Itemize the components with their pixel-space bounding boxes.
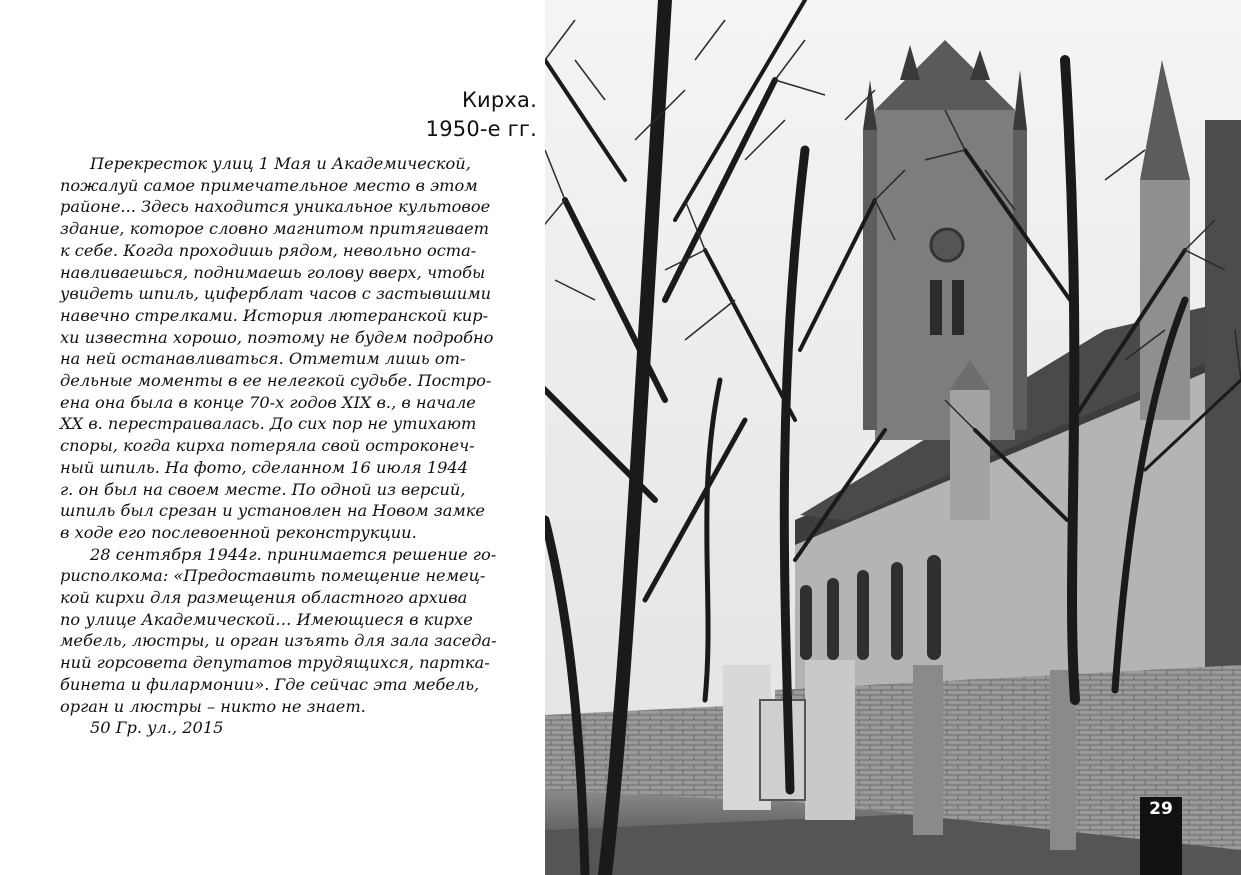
body-line: 28 сентября 1944г. принимается решение го- (90, 544, 497, 564)
body-line: шпиль был срезан и установлен на Новом замке (60, 501, 486, 521)
body-line: увидеть шпиль, циферблат часов с застывшими (60, 284, 492, 304)
body-line: по улице Академической… Имеющиеся в кирхе (60, 609, 473, 629)
body-line: навечно стрелками. История лютеранской кир- (60, 305, 489, 325)
church-photo (545, 0, 1241, 875)
body-line: г. он был на своем месте. По одной из версий, (60, 479, 466, 499)
title-line-2: 1950-е гг. (425, 117, 537, 141)
body-line: на ней останавливаться. Отметим лишь от- (60, 349, 466, 369)
body-line: Перекресток улиц 1 Мая и Академической, (90, 154, 471, 173)
body-line: рисполкома: «Предоставить помещение немец- (60, 566, 486, 586)
body-line: споры, когда кирха потеряла свой остроконеч- (60, 436, 475, 456)
body-line: дельные моменты в ее нелегкой судьбе. Постро- (60, 371, 492, 391)
body-line: пожалуй самое примечательное место в этом (60, 175, 478, 195)
body-line: районе... Здесь находится уникальное культовое (60, 197, 491, 217)
body-line: к себе. Когда проходишь рядом, невольно оста- (60, 240, 477, 260)
body-line: кой кирхи для размещения областного архива (60, 588, 468, 608)
title-line-1: Кирха. (461, 88, 537, 112)
body-line: бинета и филармонии». Где сейчас эта мебель, (60, 674, 480, 694)
page-number: 29 (1140, 797, 1182, 875)
body-line: орган и люстры – никто не знает. (60, 696, 366, 716)
page-title (426, 86, 537, 144)
article-body (60, 153, 540, 739)
body-line: навливаешься, поднимаешь голову вверх, чтобы (60, 262, 486, 282)
body-line: здание, которое словно магнитом притягивает (60, 219, 490, 239)
body-line: мебель, люстры, и орган изъять для зала заседа- (60, 631, 497, 651)
church-photo-illustration (545, 0, 1241, 875)
body-line: хи известна хорошо, поэтому не будем подробно (60, 327, 494, 347)
body-line: в ходе его послевоенной реконструкции. (60, 522, 417, 542)
body-line: ный шпиль. На фото, сделанном 16 июля 1944 (60, 457, 469, 477)
body-line: ена она была в конце 70-х годов XIX в., в начале (60, 392, 476, 412)
body-line: 50 Гр. ул., 2015 (90, 718, 224, 738)
body-line: ний горсовета депутатов трудящихся, партка- (60, 653, 490, 673)
text-column (0, 0, 545, 875)
body-line: XX в. перестраивалась. До сих пор не утихают (60, 414, 477, 434)
